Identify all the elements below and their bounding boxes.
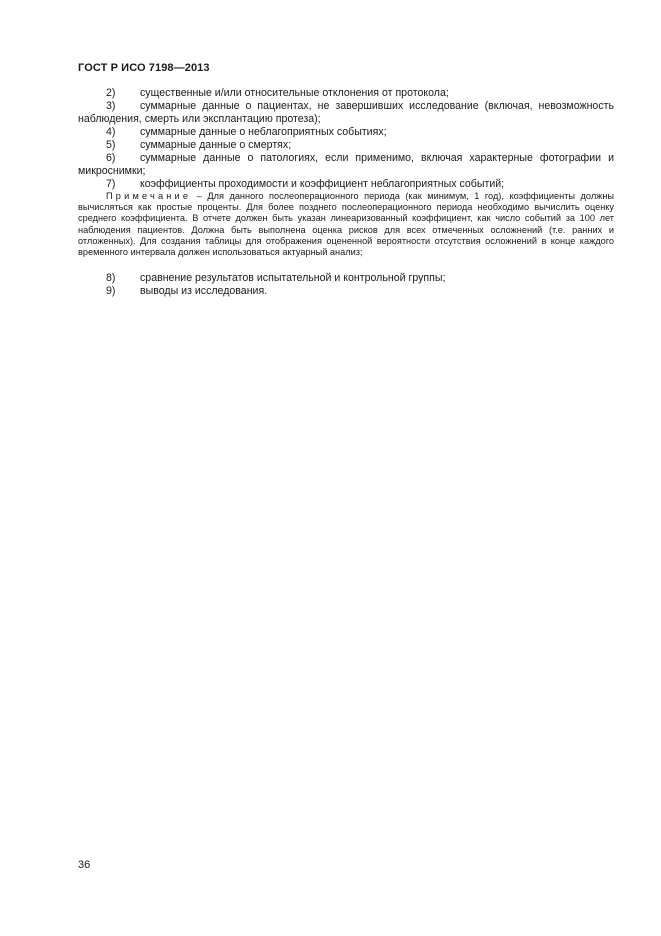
list-item-text: суммарные данные о смертях;	[140, 139, 292, 151]
list-item-text: суммарные данные о пациентах, не завершивших исследование (включая, невозможность наблюдения, смерть или эксплантацию протеза);	[78, 100, 614, 125]
list-item-number: 7)	[106, 178, 116, 190]
page-number: 36	[78, 859, 91, 871]
list-item-number: 6)	[106, 152, 116, 164]
list-item	[78, 126, 614, 139]
document-header: ГОСТ Р ИСО 7198—2013	[78, 62, 210, 74]
list-item-number: 8)	[106, 272, 116, 285]
list-item-number: 4)	[106, 126, 116, 138]
list-item-text: выводы из исследования.	[140, 285, 268, 298]
list-item-text: суммарные данные о неблагоприятных событиях;	[140, 126, 387, 138]
list-item-number: 5)	[106, 139, 116, 151]
list-item	[78, 178, 614, 191]
list-item-text: существенные и/или относительные отклонения от протокола;	[140, 87, 449, 99]
list-item-number: 3)	[106, 100, 116, 112]
list-item-text: сравнение результатов испытательной и контрольной группы;	[140, 272, 446, 285]
document-body	[78, 87, 614, 298]
list-item-number: 9)	[106, 285, 116, 298]
list-item-text: суммарные данные о патологиях, если применимо, включая характерные фотографии и микроснимки;	[78, 152, 614, 177]
list-item	[78, 87, 614, 100]
list-item	[78, 272, 614, 285]
note-label: Примечание	[106, 191, 192, 201]
note-paragraph	[78, 191, 614, 258]
list-item	[78, 139, 614, 152]
list-item-text: коэффициенты проходимости и коэффициент неблагоприятных событий;	[140, 178, 505, 190]
list-item	[78, 100, 614, 126]
note-text: – Для данного послеоперационного периода (как минимум, 1 год), коэффициенты должны вычисляться как простые проценты. Для более позднего послеоперационного периода необходимо вычислить оценку среднего коэффициента. В отчете должен быть указан линеаризованный коэффициент, как число событий за 100 лет наблюдения пациентов. Должна быть выполнена оценка рисков для всех отмеченных осложнений (т.е. ранних и отложенных). Для создания таблицы для отображения оцененной вероятности отсутствия осложнений в конце каждого временного интервала должен использоваться актуарный анализ;	[78, 191, 614, 258]
list-item-number: 2)	[106, 87, 116, 99]
list-item	[78, 152, 614, 178]
list-item	[78, 285, 614, 298]
